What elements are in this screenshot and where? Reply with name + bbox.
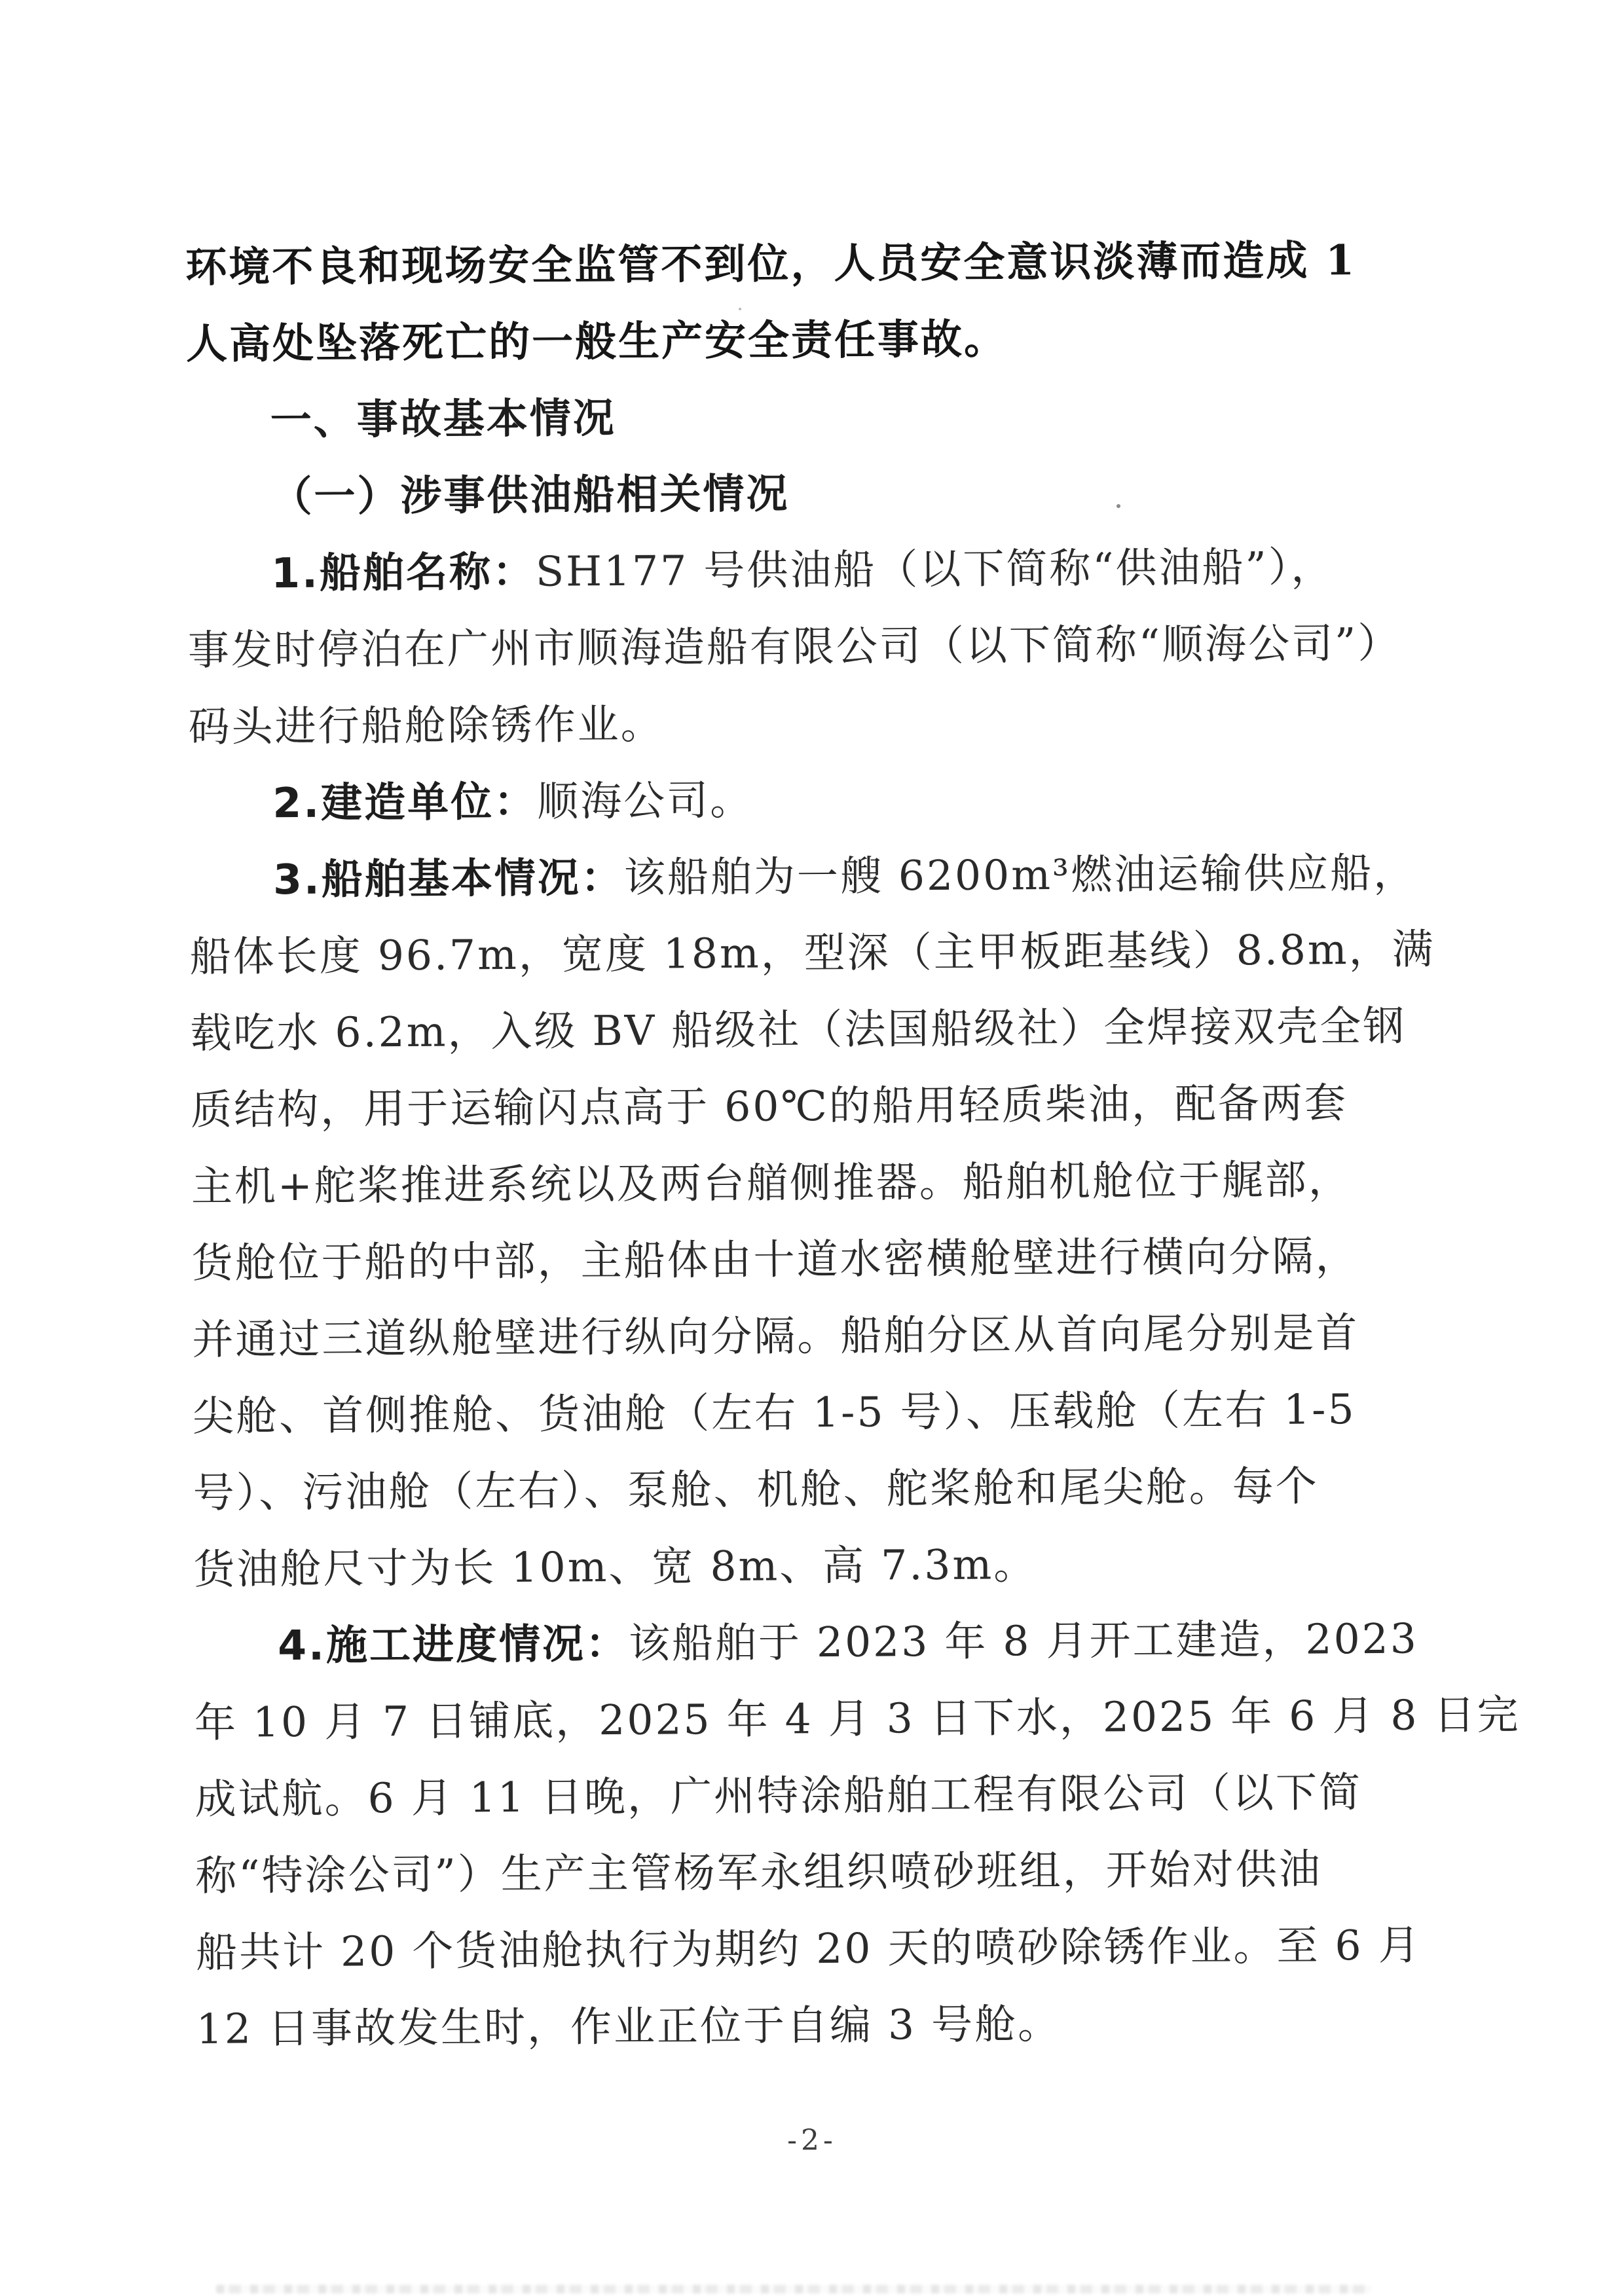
line-text: 环境不良和现场安全监管不到位，人员安全意识淡薄而造成 1 [185, 236, 1357, 291]
body-line [189, 834, 1441, 919]
body-line [191, 1064, 1442, 1148]
line-text: 12 日事故发生时，作业正位于自编 3 号舱。 [196, 1999, 1061, 2053]
heading-text: （一）涉事供油船相关情况 [270, 469, 790, 521]
body-line [186, 298, 1437, 382]
body-line [193, 1447, 1444, 1531]
body-line [196, 1983, 1447, 2068]
body-line [195, 1830, 1447, 1914]
line-text: 该船舶于 2023 年 8 月开工建造，2023 [628, 1614, 1419, 1667]
subsection-heading [187, 451, 1438, 536]
line-text: SH177 号供油船（以下简称“供油船”）， [535, 543, 1335, 596]
scan-artifact [739, 308, 741, 310]
section-heading [186, 374, 1437, 459]
scan-artifact [1116, 504, 1120, 508]
line-text: 货舱位于船的中部，主船体由十道水密横舱壁进行横向分隔， [191, 1232, 1359, 1287]
body-line [194, 1600, 1445, 1685]
body-line [193, 1370, 1444, 1455]
line-text: 尖舱、首侧推舱、货油舱（左右 1-5 号）、压载舱（左右 1-5 [192, 1385, 1356, 1440]
line-text: 号）、污油舱（左右）、泵舱、机舱、舵桨舱和尾尖舱。每个 [193, 1462, 1319, 1517]
body-line [188, 604, 1439, 689]
line-text: 该船舶为一艘 6200m³燃油运输供应船， [623, 848, 1417, 902]
body-line [185, 221, 1437, 306]
line-text: 顺海公司。 [536, 776, 754, 826]
text-block [185, 221, 1521, 2068]
body-line [191, 1140, 1443, 1225]
page-number: -2- [787, 2124, 837, 2157]
body-line [189, 911, 1441, 995]
item-label: 2.建造单位： [272, 777, 538, 828]
line-text: 载吃水 6.2m，入级 BV 船级社（法国船级社）全焊接双壳全钢 [190, 1002, 1407, 1057]
line-text: 主机+舵桨推进系统以及两台艏侧推器。船舶机舱位于艉部， [191, 1156, 1352, 1211]
body-line [196, 1906, 1447, 1991]
body-line [191, 1217, 1443, 1302]
bleed-through-text [216, 2285, 1372, 2293]
line-text: 船体长度 96.7m，宽度 18m，型深（主甲板距基线）8.8m，满 [189, 925, 1435, 981]
body-line [194, 1753, 1446, 1838]
line-text: 并通过三道纵舱壁进行纵向分隔。船舶分区从首向尾分别是首 [192, 1309, 1359, 1364]
body-line [194, 1677, 1521, 1761]
line-text: 船共计 20 个货油舱执行为期约 20 天的喷砂除锈作业。至 6 月 [195, 1921, 1422, 1977]
item-label: 1.船舶名称： [270, 547, 536, 598]
body-line [189, 757, 1440, 842]
line-text: 人高处坠落死亡的一般生产安全责任事故。 [185, 314, 1008, 368]
heading-text: 一、事故基本情况 [270, 393, 616, 445]
line-text: 年 10 月 7 日铺底，2025 年 4 月 3 日下水，2025 年 6 月 8 日完 [194, 1690, 1521, 1747]
body-line [190, 987, 1441, 1072]
body-line [188, 681, 1439, 765]
line-text: 称“特涂公司”）生产主管杨军永组织喷砂班组，开始对供油 [195, 1845, 1322, 1900]
body-line [187, 528, 1439, 612]
body-line [193, 1523, 1445, 1608]
item-label: 3.船舶基本情况： [272, 853, 625, 904]
body-line [192, 1294, 1443, 1378]
line-text: 成试航。6 月 11 日晚，广州特涂船舶工程有限公司（以下简 [194, 1768, 1363, 1823]
item-label: 4.施工进度情况： [277, 1619, 629, 1670]
line-text: 货油舱尺寸为长 10m、宽 8m、高 7.3m。 [193, 1540, 1037, 1594]
line-text: 事发时停泊在广州市顺海造船有限公司（以下简称“顺海公司”） [187, 619, 1401, 674]
line-text: 质结构，用于运输闪点高于 60℃的船用轻质柴油，配备两套 [190, 1079, 1348, 1134]
line-text: 码头进行船舱除锈作业。 [188, 700, 664, 751]
